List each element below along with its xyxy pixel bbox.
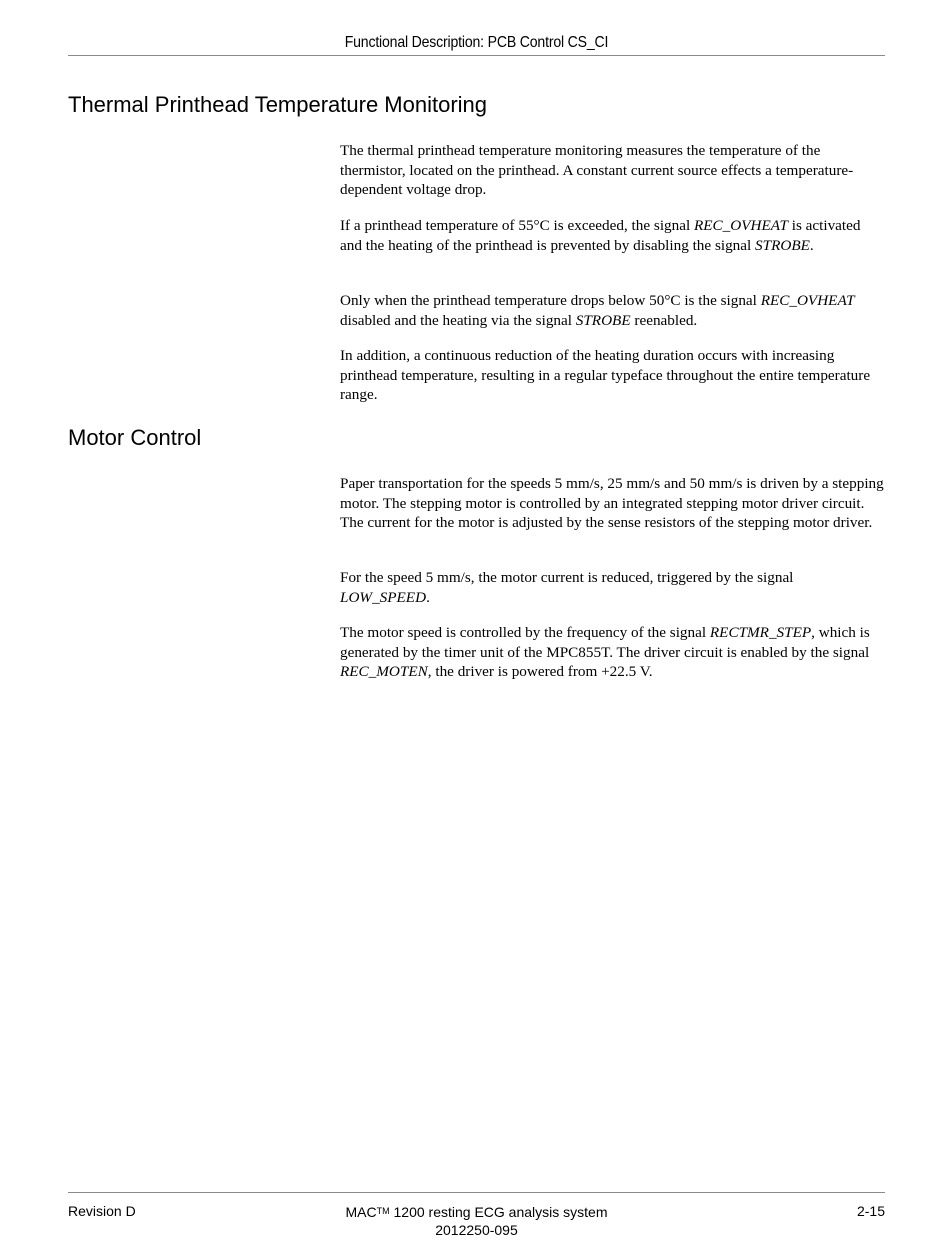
footer-doc-number: 2012250-095 <box>435 1222 518 1238</box>
paragraph <box>340 474 886 533</box>
text-run: , which is generated by the timer unit of the MPC855T. The driver circuit is enabled by the signal <box>340 624 870 661</box>
paragraph <box>340 623 886 682</box>
footer-rule <box>68 1192 885 1193</box>
text-run: The motor speed is controlled by the frequency of the signal <box>340 624 710 641</box>
text-run: disabled and the heating via the signal <box>340 311 576 329</box>
running-header: Functional Description: PCB Control CS_CI <box>344 34 609 51</box>
text-run: Paper transportation for the speeds 5 mm/s, 25 mm/s and 50 mm/s is driven by a stepping motor. The stepping motor is controlled by an integrated stepping motor driver circuit. The current for the motor is adjusted by the sense resistors of the stepping motor driver. <box>340 475 884 532</box>
text-run: . <box>426 588 430 606</box>
footer-product-suffix: 1200 resting ECG analysis system <box>389 1204 608 1220</box>
signal-name: LOW_SPEED <box>340 588 427 606</box>
text-run: If a printhead temperature of 55°C is exceeded, the signal <box>340 217 694 234</box>
paragraph <box>340 216 886 255</box>
section-heading-thermal-printhead: Thermal Printhead Temperature Monitoring <box>68 92 488 117</box>
trademark-symbol: TM <box>376 1206 390 1216</box>
signal-name: REC_MOTEN <box>340 663 428 681</box>
header-rule <box>68 55 885 56</box>
text-run: The thermal printhead temperature monitoring measures the temperature of the thermistor, located on the printhead. A constant current source effects a temperature-dependent voltage drop. <box>340 142 854 199</box>
text-run: , the driver is powered from +22.5 V. <box>427 663 653 681</box>
text-run: For the speed 5 mm/s, the motor current is reduced, triggered by the signal <box>340 569 794 586</box>
paragraph <box>340 568 886 607</box>
section-heading-motor-control: Motor Control <box>68 425 202 450</box>
signal-name: STROBE <box>755 236 810 254</box>
text-run: Only when the printhead temperature drops below 50°C is the signal <box>340 292 761 309</box>
signal-name: STROBE <box>575 311 631 329</box>
paragraph <box>340 291 886 330</box>
paragraph <box>340 346 886 405</box>
signal-name: REC_OVHEAT <box>694 217 788 234</box>
text-run: reenabled. <box>630 311 698 329</box>
text-run: In addition, a continuous reduction of the heating duration occurs with increasing printhead temperature, resulting in a regular typeface throughout the entire temperature range. <box>340 347 871 404</box>
signal-name: REC_OVHEAT <box>760 292 855 309</box>
text-run: is activated and the heating of the printhead is prevented by disabling the signal <box>340 217 861 254</box>
footer-page-number: 2-15 <box>856 1203 885 1219</box>
paragraph <box>340 141 886 200</box>
footer-revision: Revision D <box>68 1203 136 1219</box>
text-run: . <box>809 236 814 254</box>
footer-product-prefix: MAC <box>345 1204 377 1220</box>
footer-product <box>68 1202 885 1239</box>
signal-name: RECTMR_STEP <box>709 624 812 641</box>
